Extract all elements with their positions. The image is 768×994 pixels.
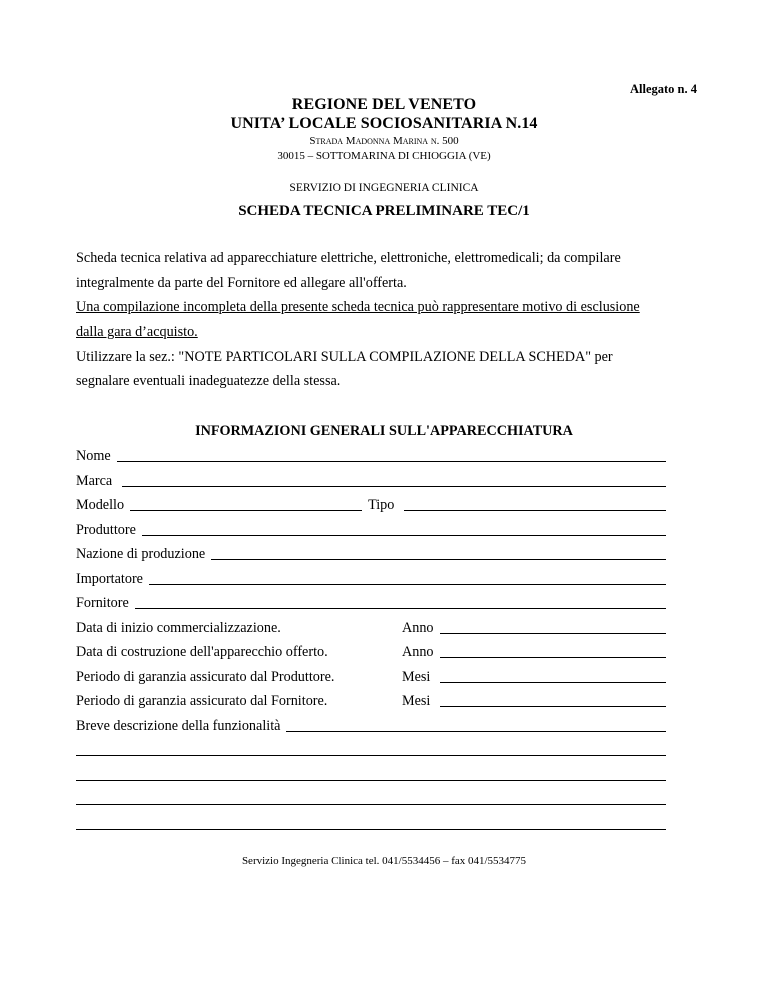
field-garanzia-fornitore-unit: Mesi bbox=[402, 693, 431, 709]
field-marca-input[interactable] bbox=[122, 486, 666, 487]
description-line-rule[interactable] bbox=[76, 780, 666, 781]
field-fornitore bbox=[76, 594, 666, 612]
service-name: SERVIZIO DI INGEGNERIA CLINICA bbox=[289, 182, 479, 194]
field-data-inizio bbox=[76, 619, 666, 637]
field-data-costruzione-unit: Anno bbox=[402, 644, 434, 660]
field-produttore-label: Produttore bbox=[76, 522, 136, 538]
description-line[interactable] bbox=[76, 815, 666, 833]
warning-line-1: Una compilazione incompleta della presente scheda tecnica può rappresentare motivo di esclusione bbox=[76, 299, 640, 315]
field-importatore bbox=[76, 570, 666, 588]
field-fornitore-input[interactable] bbox=[135, 608, 666, 609]
field-modello-input[interactable] bbox=[130, 510, 362, 511]
field-modello-tipo bbox=[76, 496, 666, 514]
region-title: REGIONE DEL VENETO bbox=[291, 96, 477, 113]
field-data-costruzione-label: Data di costruzione dell'apparecchio offerto. bbox=[76, 644, 328, 660]
field-produttore-input[interactable] bbox=[142, 535, 666, 536]
description-line-rule[interactable] bbox=[76, 804, 666, 805]
field-produttore bbox=[76, 521, 666, 539]
field-importatore-label: Importatore bbox=[76, 571, 143, 587]
field-garanzia-produttore-unit: Mesi bbox=[402, 669, 431, 685]
field-garanzia-fornitore-input[interactable] bbox=[440, 706, 666, 707]
field-data-inizio-label: Data di inizio commercializzazione. bbox=[76, 620, 281, 636]
unit-title: UNITA’ LOCALE SOCIOSANITARIA N.14 bbox=[230, 115, 538, 132]
field-descrizione bbox=[76, 717, 666, 735]
form-title: SCHEDA TECNICA PRELIMINARE TEC/1 bbox=[238, 203, 530, 219]
description-line-rule[interactable] bbox=[76, 829, 666, 830]
field-tipo-label: Tipo bbox=[368, 497, 395, 513]
field-nazione-input[interactable] bbox=[211, 559, 666, 560]
field-marca-label: Marca bbox=[76, 473, 113, 489]
field-garanzia-fornitore bbox=[76, 692, 666, 710]
description-line[interactable] bbox=[76, 741, 666, 759]
description-line[interactable] bbox=[76, 766, 666, 784]
field-garanzia-produttore-label: Periodo di garanzia assicurato dal Produttore. bbox=[76, 669, 335, 685]
note-line-1: Utilizzare la sez.: "NOTE PARTICOLARI SULLA COMPILAZIONE DELLA SCHEDA" per bbox=[76, 349, 613, 365]
field-nome-input[interactable] bbox=[117, 461, 666, 462]
field-nazione-label: Nazione di produzione bbox=[76, 546, 206, 562]
field-nazione bbox=[76, 545, 666, 563]
note-line-2: segnalare eventuali inadeguatezze della stessa. bbox=[76, 373, 341, 389]
field-data-inizio-unit: Anno bbox=[402, 620, 434, 636]
field-descrizione-input[interactable] bbox=[286, 731, 666, 732]
field-fornitore-label: Fornitore bbox=[76, 595, 129, 611]
footer-contacts: Servizio Ingegneria Clinica tel. 041/5534456 – fax 041/5534775 bbox=[241, 855, 527, 867]
field-marca bbox=[76, 472, 666, 490]
field-nome-label: Nome bbox=[76, 448, 111, 464]
description-line-rule[interactable] bbox=[76, 755, 666, 756]
field-descrizione-label: Breve descrizione della funzionalità bbox=[76, 718, 281, 734]
field-importatore-input[interactable] bbox=[149, 584, 666, 585]
address-line-1: Strada Madonna Marina n. 500 bbox=[309, 135, 459, 147]
field-nome bbox=[76, 447, 666, 465]
intro-line-2: integralmente da parte del Fornitore ed allegare all'offerta. bbox=[76, 275, 407, 291]
warning-line-2: dalla gara d’acquisto. bbox=[76, 324, 198, 340]
description-line[interactable] bbox=[76, 790, 666, 808]
intro-line-1: Scheda tecnica relativa ad apparecchiature elettriche, elettroniche, elettromedicali; da compilare bbox=[76, 250, 621, 266]
field-data-costruzione-input[interactable] bbox=[440, 657, 666, 658]
field-garanzia-fornitore-label: Periodo di garanzia assicurato dal Fornitore. bbox=[76, 693, 328, 709]
section-title: INFORMAZIONI GENERALI SULL'APPARECCHIATURA bbox=[195, 423, 573, 439]
field-data-inizio-input[interactable] bbox=[440, 633, 666, 634]
field-tipo-input[interactable] bbox=[404, 510, 666, 511]
field-garanzia-produttore-input[interactable] bbox=[440, 682, 666, 683]
field-data-costruzione bbox=[76, 643, 666, 661]
annex-label: Allegato n. 4 bbox=[629, 82, 697, 96]
field-garanzia-produttore bbox=[76, 668, 666, 686]
field-modello-label: Modello bbox=[76, 497, 125, 513]
address-line-2: 30015 – SOTTOMARINA DI CHIOGGIA (VE) bbox=[277, 150, 491, 162]
